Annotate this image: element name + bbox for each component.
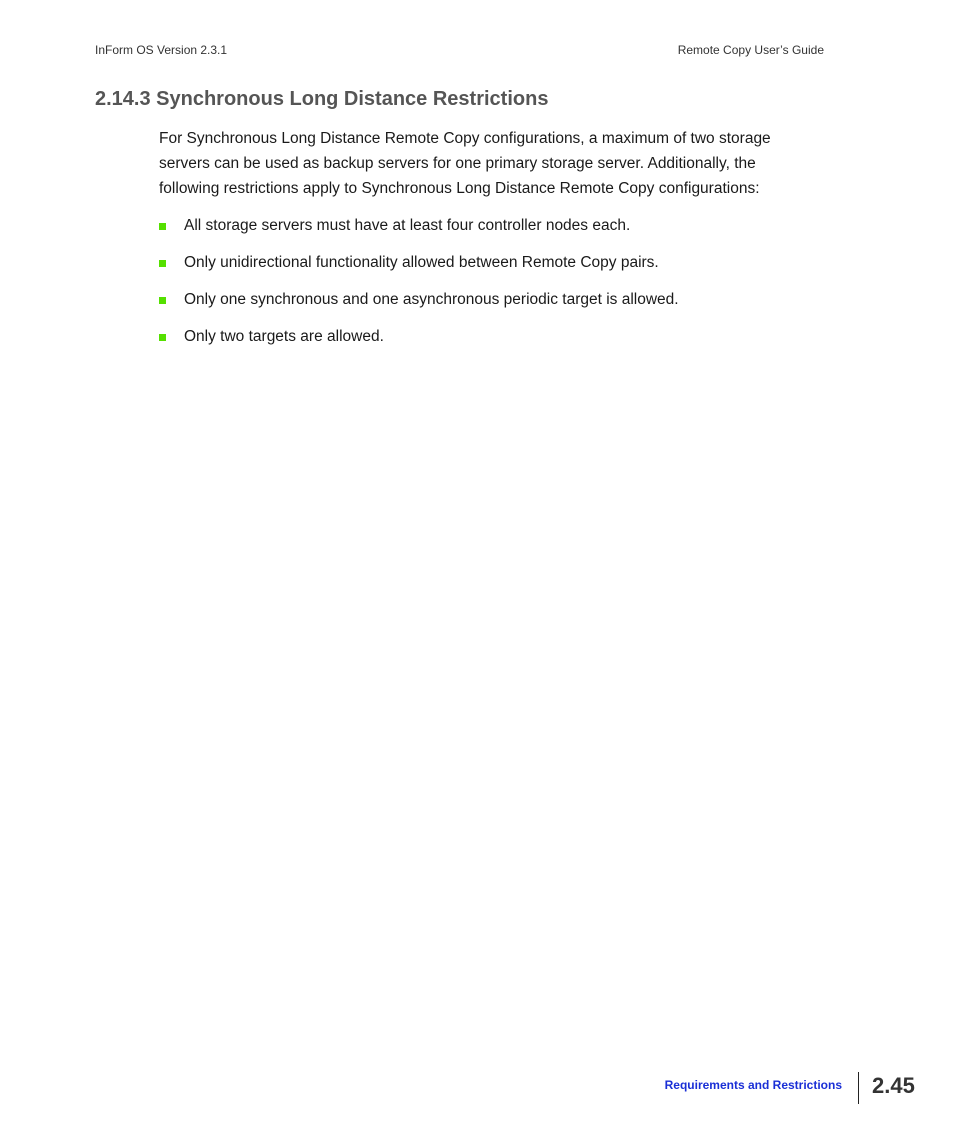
list-item-text: Only unidirectional functionality allowed between Remote Copy pairs. [184,254,659,271]
list-item-text: Only two targets are allowed. [184,328,384,345]
square-bullet-icon [159,297,166,304]
footer-section-name: Requirements and Restrictions [664,1078,842,1092]
footer-divider [858,1072,859,1104]
intro-line: servers can be used as backup servers for one primary storage server. Additionally, the [159,155,756,172]
square-bullet-icon [159,334,166,341]
intro-paragraph [159,126,829,201]
header-doc-version: InForm OS Version 2.3.1 [95,43,228,57]
list-item [159,324,829,361]
list-item-text: Only one synchronous and one asynchronous periodic target is allowed. [184,291,679,308]
header-doc-title: Remote Copy User’s Guide [677,43,824,57]
section-heading: 2.14.3 Synchronous Long Distance Restrictions [95,88,549,110]
list-item [159,250,829,287]
restrictions-list [159,213,829,361]
list-item [159,213,829,250]
square-bullet-icon [159,223,166,230]
page-number: 2.45 [872,1073,915,1098]
list-item [159,287,829,324]
intro-line: For Synchronous Long Distance Remote Copy configurations, a maximum of two storage [159,130,771,147]
intro-line: following restrictions apply to Synchronous Long Distance Remote Copy configurations: [159,180,760,197]
square-bullet-icon [159,260,166,267]
list-item-text: All storage servers must have at least four controller nodes each. [184,217,631,234]
